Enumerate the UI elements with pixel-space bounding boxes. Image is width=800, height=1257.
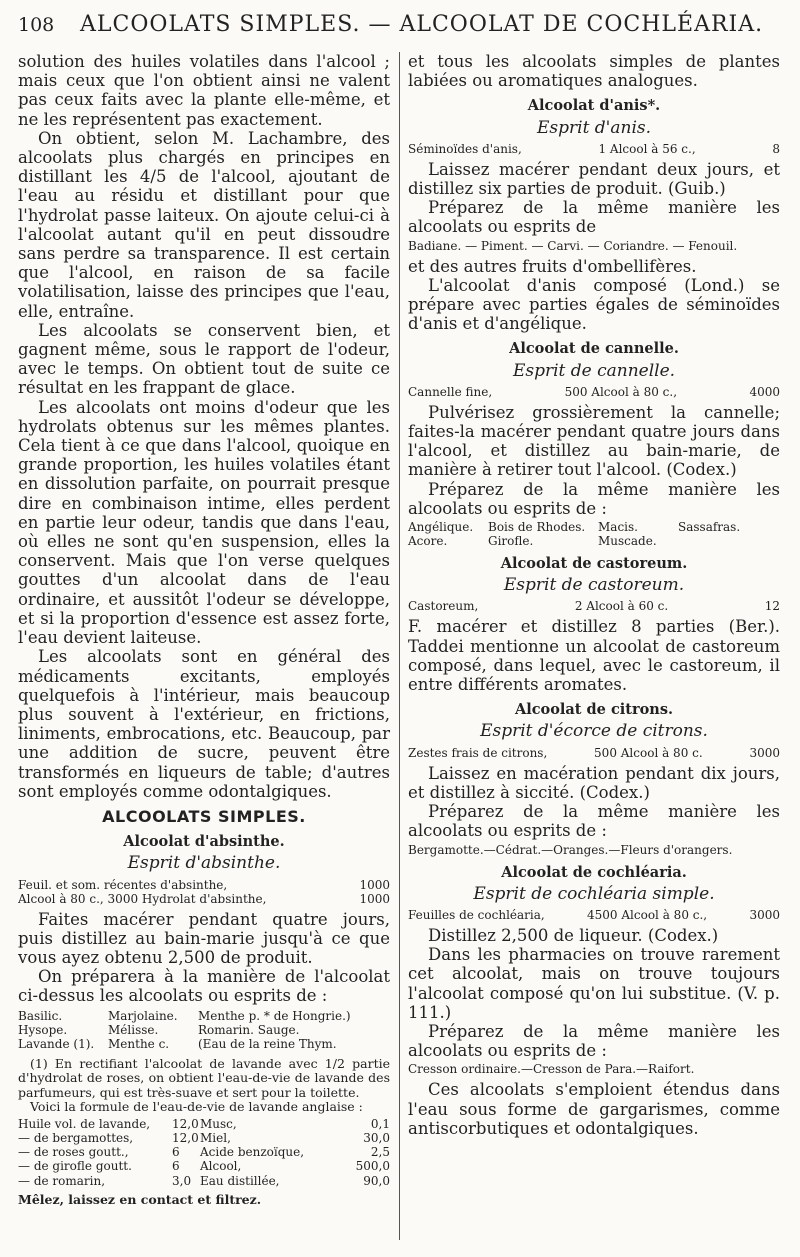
paragraph: Laissez en macération pendant dix jours, et distillez à siccité. (Codex.) [408, 763, 780, 802]
recipe-formula: Feuilles de cochléaria, 4500 Alcool à 80 c., 3000 [408, 907, 780, 922]
recipe-subtitle: Esprit d'anis. [536, 117, 652, 138]
paragraph: et des autres fruits d'ombellifères. [408, 256, 697, 276]
paragraph: Distillez 2,500 de liqueur. (Codex.) [428, 925, 719, 945]
paragraph: L'alcoolat d'anis composé (Lond.) se prépare avec parties égales de séminoïdes d'anis et d'angélique. [408, 275, 780, 334]
left-column [18, 52, 390, 1209]
recipe-subtitle: Esprit d'absinthe. [127, 853, 281, 874]
paragraph: Laissez macérer pendant deux jours, et distillez six parties de produit. (Guib.) [408, 159, 780, 199]
formula-table: Huile vol. de lavande, 12,0 Musc, 0,1 — de bergamottes, 12,0 Miel, 30,0 — de roses goutt., 6 Acide benzoïque, 2,5 — de girofle goutt. 6 Alcool, 500,0 — de romarin, 3,0 Eau distillée, 90,0 [18, 1116, 390, 1188]
paragraph: Préparez de la même manière les alcoolats ou esprits de : [408, 479, 780, 518]
paragraph: Ces alcoolats s'emploient étendus dans l'eau sous forme de gargarismes, comme antiscorbutiques et odontalgiques. [408, 1080, 780, 1138]
paragraph: Faites macérer pendant quatre jours, puis distillez au bain-marie jusqu'à ce que vous ayez obtenu 2,500 de produit. [18, 909, 390, 967]
page-number: 108 [18, 14, 55, 36]
section-heading: ALCOOLATS SIMPLES. [102, 806, 306, 826]
recipe-subtitle: Esprit de cannelle. [512, 360, 676, 381]
paragraph: Les alcoolats sont en général des médicaments excitants, employés quelquefois à l'intérieur, mais beaucoup plus souvent à l'extérieur, en frictions, liniments, embrocations, etc. Beaucoup, par une addition de sucre, peuvent être transformés en liqueurs de table; d'autres sont employés comme odontalgiques. [18, 647, 390, 801]
recipe-title: Alcoolat de castoreum. [500, 555, 688, 573]
recipe-formula: Séminoïdes d'anis, 1 Alcool à 56 c., 8 [408, 141, 780, 156]
recipe-title: Alcoolat de citrons. [514, 701, 674, 719]
plant-list: Angélique. Bois de Rhodes. Macis. Sassafras. Acore. Girofle. Muscade. [408, 520, 741, 549]
plant-list: Cresson ordinaire.—Cresson de Para.—Raifort. [408, 1062, 695, 1077]
column-divider [399, 52, 400, 1240]
instruction: Mêlez, laissez en contact et filtrez. [18, 1192, 262, 1208]
recipe-title: Alcoolat de cannelle. [509, 340, 679, 358]
paragraph: Les alcoolats se conservent bien, et gagnent même, sous le rapport de l'odeur, avec le temps. On obtient tout de suite ce résultat en les frappant de glace. [18, 320, 390, 398]
recipe-formula: Castoreum, 2 Alcool à 60 c. 12 [408, 599, 780, 614]
right-column [408, 52, 780, 1138]
paragraph: Dans les pharmacies on trouve rarement cet alcoolat, mais on trouve toujours l'alcoolat composé qu'on lui substitue. (V. p. 111.) [408, 945, 780, 1022]
paragraph: solution des huiles volatiles dans l'alcool ; mais ceux que l'on obtient ainsi ne valent pas ceux faits avec la plante elle-même, et ne les représentent pas exactement. [18, 52, 390, 129]
paragraph: Préparez de la même manière les alcoolats ou esprits de : [408, 802, 780, 841]
recipe-title: Alcoolat de cochléaria. [501, 863, 687, 881]
paragraph: F. macérer et distillez 8 parties (Ber.). Taddei mentionne un alcoolat de castoreum composé, dans lequel, avec le castoreum, il entre différents aromates. [408, 617, 780, 695]
paragraph: Les alcoolats ont moins d'odeur que les hydrolats obtenus sur les mêmes plantes. Cela tient à ce que dans l'alcool, quoique en grande proportion, les huiles volatiles étant en dissolution parfaite, on pourrait presque dire en combinaison intime, elles perdent en partie leur odeur, tandis que dans l'eau, où elles ne sont qu'en suspension, elles la conservent. Mais que l'on verse quelques gouttes d'un alcoolat dans de l'eau ordinaire, et aussitôt l'odeur se développe, et si la proportion d'essence est assez forte, l'eau devient laiteuse. [18, 397, 390, 648]
plant-list: Badiane. — Piment. — Carvi. — Coriandre. — Fenouil. [408, 238, 738, 253]
recipe-formula: Cannelle fine, 500 Alcool à 80 c., 4000 [408, 384, 780, 399]
paragraph: Pulvérisez grossièrement la cannelle; faites-la macérer pendant quatre jours dans l'alcool, et distillez au bain-marie, de manière à retirer tout l'alcool. (Codex.) [408, 402, 780, 480]
paragraph: On préparera à la manière de l'alcoolat ci-dessus les alcoolats ou esprits de : [18, 967, 390, 1006]
paragraph: Préparez de la même manière les alcoolats ou esprits de [408, 198, 780, 237]
recipe-subtitle: Esprit de castoreum. [503, 575, 685, 596]
recipe-title: Alcoolat d'anis*. [527, 97, 661, 115]
plant-list: Basilic. Marjolaine. Menthe p. * de Hongrie.) Hysope. Mélisse. Romarin. Sauge. Lavande (1). Menthe c. (Eau de la reine Thym. [18, 1008, 351, 1051]
recipe-subtitle: Esprit d'écorce de citrons. [480, 721, 708, 742]
paragraph: Préparez de la même manière les alcoolats ou esprits de : [408, 1021, 780, 1061]
recipe-title: Alcoolat d'absinthe. [123, 833, 285, 851]
plant-list: Bergamotte.—Cédrat.—Oranges.—Fleurs d'orangers. [408, 842, 733, 857]
recipe-subtitle: Esprit de cochléaria simple. [473, 883, 715, 904]
paragraph: et tous les alcoolats simples de plantes labiées ou aromatiques analogues. [408, 52, 780, 91]
running-title: ALCOOLATS SIMPLES. — ALCOOLAT DE COCHLÉARIA. [80, 12, 764, 37]
recipe-formula: Zestes frais de citrons, 500 Alcool à 80 c. 3000 [408, 745, 780, 760]
paragraph: On obtient, selon M. Lachambre, des alcoolats plus chargés en principes en distillant les 4/5 de l'alcool, ajoutant de l'eau au résidu et distillant pour que l'hydrolat passe laiteux. On ajoute celui-ci à l'alcoolat autant qu'il en peut dissoudre sans perdre sa transparence. Il est certain que l'alcool, en raison de sa facile volatilisation, laisse des principes que l'eau, elle, entraîne. [18, 128, 390, 321]
recipe-formula: Feuil. et som. récentes d'absinthe, 1000 Alcool à 80 c., 3000 Hydrolat d'absinthe, 1000 [18, 877, 390, 906]
footnote: (1) En rectifiant l'alcoolat de lavande avec 1/2 partie d'hydrolat de roses, on obtient l'eau-de-vie de lavande des parfumeurs, qui est très-suave et sert pour la toilette. Voici la formule de l'eau-de-vie de lavande anglaise : [18, 1055, 390, 1115]
page-header [18, 8, 788, 46]
